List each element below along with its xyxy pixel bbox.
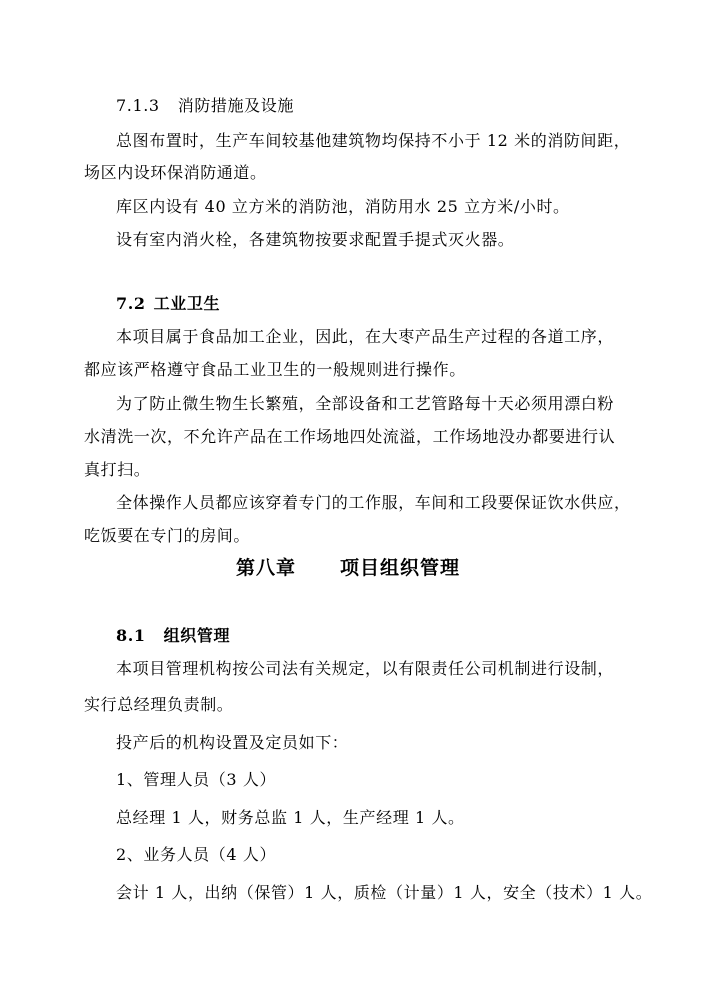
paragraph-line: 水清洗一次，不允许产品在工作场地四处流溢，工作场地没办都要进行认 — [84, 427, 616, 446]
paragraph-line: 吃饭要在专门的房间。 — [84, 526, 251, 545]
list-item-title: 1、管理人员（3 人） — [116, 770, 277, 789]
list-item-detail: 总经理 1 人，财务总监 1 人，生产经理 1 人。 — [116, 808, 465, 827]
section-8-1-heading — [116, 626, 230, 646]
section-title: 消防措施及设施 — [177, 96, 294, 115]
section-title: 工业卫生 — [153, 294, 221, 313]
paragraph-line: 设有室内消火栓，各建筑物按要求配置手提式灭火器。 — [116, 230, 515, 249]
paragraph-line: 真打扫。 — [84, 460, 151, 479]
paragraph-line: 库区内设有 40 立方米的消防池，消防用水 25 立方米/小时。 — [116, 197, 570, 216]
paragraph-line: 本项目属于食品加工企业，因此，在大枣产品生产过程的各道工序， — [116, 327, 615, 346]
list-item-detail: 会计 1 人，出纳（保管）1 人，质检（计量）1 人，安全（技术）1 人。 — [116, 883, 653, 902]
paragraph-line: 投产后的机构设置及定员如下： — [116, 733, 349, 752]
list-item-title: 2、业务人员（4 人） — [116, 845, 277, 864]
section-7-1-3-heading — [116, 96, 294, 116]
paragraph-line: 本项目管理机构按公司法有关规定，以有限责任公司机制进行设制， — [116, 659, 615, 678]
section-number: 7.2 — [116, 294, 146, 313]
paragraph-line: 总图布置时，生产车间较基他建筑物均保持不小于 12 米的消防间距， — [116, 131, 631, 150]
paragraph-line: 为了防止微生物生长繁殖，全部设备和工艺管路每十天必须用漂白粉 — [116, 394, 615, 413]
section-number: 7.1.3 — [116, 96, 160, 115]
paragraph-line: 场区内设环保消防通道。 — [84, 163, 267, 182]
paragraph-line: 全体操作人员都应该穿着专门的工作服，车间和工段要保证饮水供应， — [116, 493, 631, 512]
section-title: 组织管理 — [163, 626, 231, 645]
section-7-2-heading — [116, 294, 220, 314]
section-number: 8.1 — [116, 626, 146, 645]
chapter-label: 第八章 — [236, 557, 297, 579]
chapter-title: 项目组织管理 — [340, 557, 461, 579]
paragraph-line: 实行总经理负责制。 — [84, 695, 234, 714]
paragraph-line: 都应该严格遵守食品工业卫生的一般规则进行操作。 — [84, 360, 466, 379]
chapter-8-heading — [236, 556, 460, 580]
